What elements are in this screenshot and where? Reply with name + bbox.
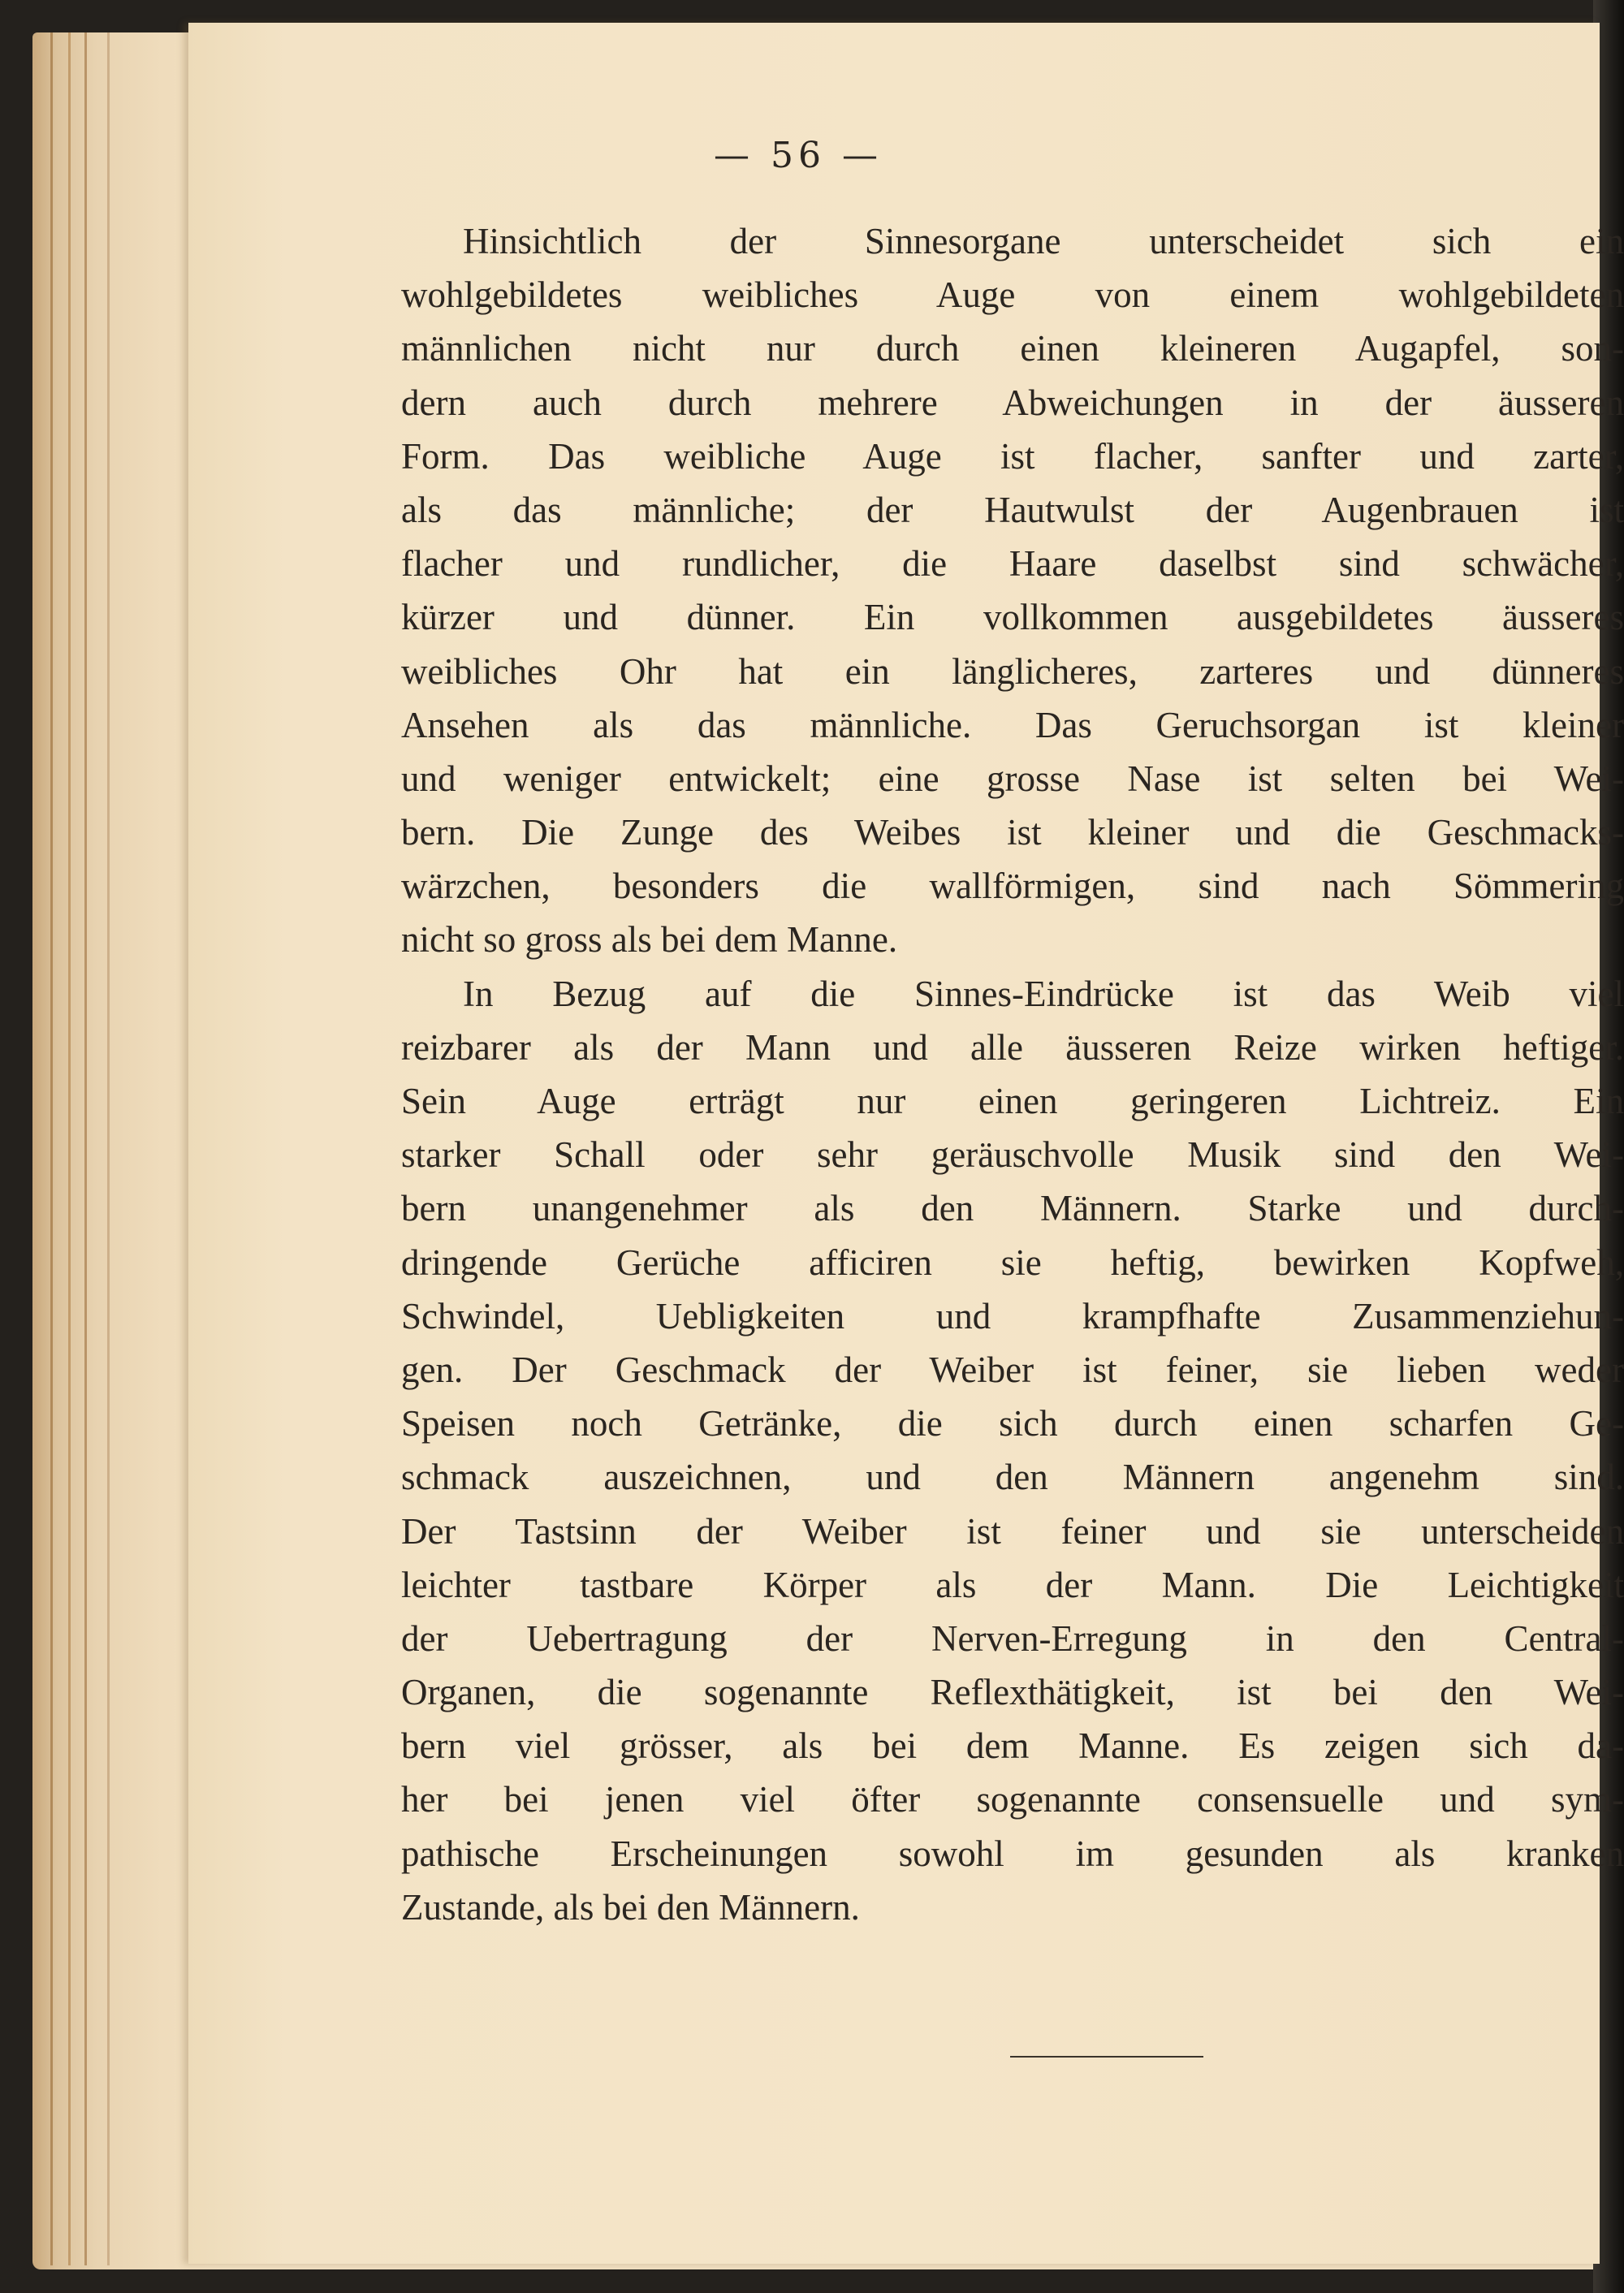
text-line: In Bezug auf die Sinnes-Eindrücke ist das Weib viel xyxy=(463,973,1624,1014)
text-line: reizbarer als der Mann und alle äusseren Reize wirken heftiger. xyxy=(401,1026,1624,1068)
text-line: Zustande, als bei den Männern. xyxy=(401,1886,860,1928)
text-line: Hinsichtlich der Sinnesorgane unterscheidet sich ein xyxy=(463,221,1624,261)
text-line: Der Tastsinn der Weiber ist feiner und sie unterscheiden xyxy=(401,1510,1624,1552)
text-line: Speisen noch Getränke, die sich durch einen scharfen Ge- xyxy=(401,1403,1624,1444)
text-line: pathische Erscheinungen sowohl im gesunden als kranken xyxy=(401,1833,1624,1874)
text-line: bern unangenehmer als den Männern. Starke und durch- xyxy=(401,1188,1624,1229)
end-rule xyxy=(1010,2056,1203,2058)
text-line: leichter tastbare Körper als der Mann. Die Leichtigkeit xyxy=(401,1564,1624,1605)
text-line: bern viel grösser, als bei dem Manne. Es zeigen sich da- xyxy=(401,1725,1624,1767)
text-line: bern. Die Zunge des Weibes ist kleiner und die Geschmacks- xyxy=(401,812,1624,853)
text-line: schmack auszeichnen, und den Männern angenehm sind. xyxy=(401,1457,1624,1498)
page-edge-line xyxy=(107,32,110,2265)
text-line: kürzer und dünner. Ein vollkommen ausgebildetes äusseres xyxy=(401,597,1624,638)
text-line: gen. Der Geschmack der Weiber ist feiner, sie lieben weder xyxy=(401,1349,1624,1390)
page-edge-line xyxy=(68,32,71,2265)
text-line: weibliches Ohr hat ein länglicheres, zarteres und dünneres xyxy=(401,650,1624,692)
text-line: und weniger entwickelt; eine grosse Nase ist selten bei Wei- xyxy=(401,758,1624,799)
text-line: Ansehen als das männliche. Das Geruchsorgan ist kleiner xyxy=(401,704,1624,745)
text-line: starker Schall oder sehr geräuschvolle Musik sind den Wei- xyxy=(401,1134,1624,1176)
text-line: her bei jenen viel öfter sogenannte consensuelle und sym- xyxy=(401,1779,1624,1820)
text-line: Schwindel, Uebligkeiten und krampfhafte Zusammenziehun- xyxy=(401,1295,1624,1337)
text-line: männlichen nicht nur durch einen kleineren Augapfel, son- xyxy=(401,328,1624,369)
text-line: wohlgebildetes weibliches Auge von einem wohlgebildeten xyxy=(401,274,1624,316)
text-line: flacher und rundlicher, die Haare daselbst sind schwächer, xyxy=(401,543,1624,585)
text-line: der Uebertragung der Nerven-Erregung in den Central- xyxy=(401,1617,1624,1659)
text-line: Sein Auge erträgt nur einen geringeren Lichtreiz. Ein xyxy=(401,1081,1624,1121)
page-edge-line xyxy=(84,32,87,2265)
text-line: Organen, die sogenannte Reflexthätigkeit, ist bei den Wei- xyxy=(401,1672,1624,1713)
text-line: dringende Gerüche afficiren sie heftig, bewirken Kopfweh, xyxy=(401,1242,1624,1283)
book-page xyxy=(188,23,1624,2264)
body-text xyxy=(401,214,1624,1934)
text-line: dern auch durch mehrere Abweichungen in der äusseren xyxy=(401,382,1624,423)
text-line: Form. Das weibliche Auge ist flacher, sanfter und zarter, xyxy=(401,435,1624,477)
page-number: — 56 — xyxy=(714,135,883,176)
text-line: nicht so gross als bei dem Manne. xyxy=(401,919,898,961)
page-edge-line xyxy=(50,32,53,2265)
text-line: als das männliche; der Hautwulst der Augenbrauen ist xyxy=(401,489,1624,530)
text-line: wärzchen, besonders die wallförmigen, sind nach Sömmering xyxy=(401,866,1624,907)
